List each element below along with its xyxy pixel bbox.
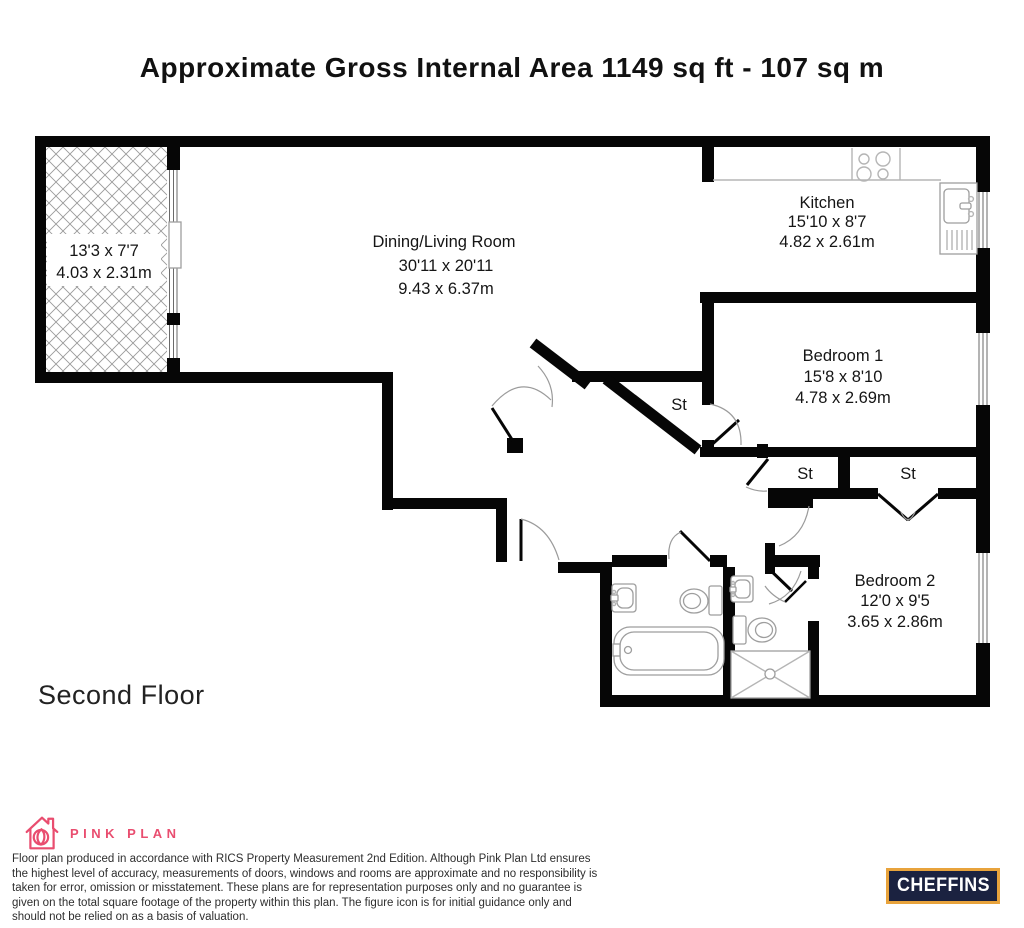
- agent-logo: [886, 868, 1000, 904]
- storage-label-3: St: [900, 465, 916, 483]
- bedroom2-name: Bedroom 2: [854, 572, 936, 590]
- bedroom1-dims-ft: 15'8 x 8'10: [803, 368, 883, 386]
- brand-logo: [24, 814, 181, 852]
- bedroom1-dims-m: 4.78 x 2.69m: [795, 389, 891, 407]
- living-room-dims-m: 9.43 x 6.37m: [398, 280, 494, 298]
- kitchen-dims-m: 4.82 x 2.61m: [779, 233, 875, 251]
- bathtub-icon: [613, 627, 724, 675]
- kitchen-dims-ft: 15'10 x 8'7: [787, 213, 867, 231]
- bedroom2-dims-ft: 12'0 x 9'5: [860, 592, 930, 610]
- storage-label-2: St: [797, 465, 813, 483]
- agent-name: CHEFFINS: [896, 875, 990, 896]
- ensuite-sink-icon: [730, 576, 753, 602]
- ensuite-toilet-icon: [733, 616, 776, 644]
- shower-icon: [731, 651, 810, 698]
- storage-label-1: St: [671, 396, 687, 414]
- hob-icon: [857, 152, 890, 181]
- page-title: Approximate Gross Internal Area 1149 sq ft - 107 sq m: [139, 52, 885, 83]
- bedroom1-name: Bedroom 1: [802, 347, 884, 365]
- pink-plan-house-icon: [24, 814, 60, 852]
- toilet-icon: [680, 586, 722, 615]
- balcony-dims-ft: 13'3 x 7'7: [69, 242, 139, 260]
- balcony-dims-m: 4.03 x 2.31m: [56, 264, 152, 282]
- living-room-name: Dining/Living Room: [372, 233, 516, 251]
- brand-name: PINK PLAN: [70, 825, 181, 841]
- disclaimer-text: Floor plan produced in accordance with RICS Property Measurement 2nd Edition. Although Pink Plan Ltd ensures the highest level of accuracy, measurements of doors, windows and rooms are approximate and no responsibility is taken for error, omission or misstatement. These plans are for representation purposes only and no guarantee is given on the total square footage of the property within this plan. The figure icon is for initial guidance only and should not be relied on as a basis of valuation.: [12, 853, 598, 924]
- living-room-dims-ft: 30'11 x 20'11: [398, 257, 494, 275]
- bedroom2-dims-m: 3.65 x 2.86m: [847, 613, 943, 631]
- kitchen-counter: [713, 148, 941, 180]
- sink-icon: [611, 584, 636, 612]
- floor-label: Second Floor: [38, 680, 205, 710]
- kitchen-name: Kitchen: [799, 194, 855, 212]
- kitchen-sink-icon: [940, 183, 977, 254]
